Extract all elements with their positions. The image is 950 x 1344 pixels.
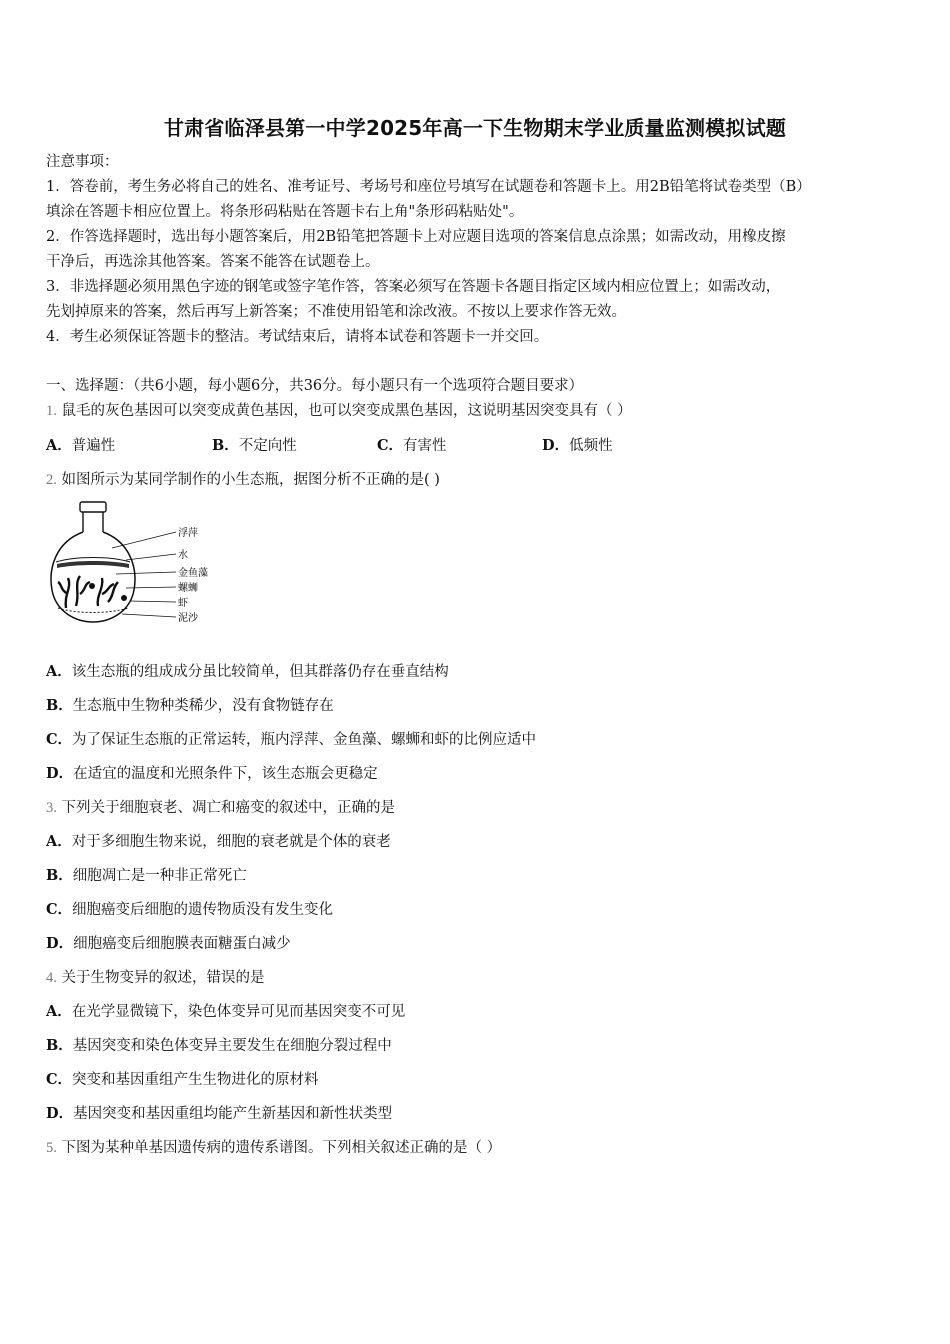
notice-line-3: 2．作答选择题时，选出每小题答案后，用2B铅笔把答题卡上对应题目选项的答案信息点涂黑；如需改动，用橡皮擦	[46, 229, 786, 245]
label-duckweed: 浮萍	[178, 528, 198, 539]
q1-option-b[interactable]: B．不定向性	[212, 437, 297, 454]
notice-line-6: 先划掉原来的答案，然后再写上新答案；不准使用铅笔和涂改液。不按以上要求作答无效。	[46, 304, 626, 320]
question-number: 4.	[46, 970, 57, 986]
question-number: 3.	[46, 800, 57, 816]
q4-option-c[interactable]: C．突变和基因重组产生生物进化的原材料	[46, 1071, 319, 1088]
q3-option-a[interactable]: A．对于多细胞生物来说，细胞的衰老就是个体的衰老	[46, 833, 391, 850]
q1-option-d[interactable]: D．低频性	[542, 437, 613, 454]
q3-option-c[interactable]: C．细胞癌变后细胞的遗传物质没有发生变化	[46, 901, 334, 918]
question-stem: 如图所示为某同学制作的小生态瓶，据图分析不正确的是( )	[61, 472, 440, 488]
question-2	[46, 470, 440, 490]
ecosystem-bottle-figure	[46, 498, 226, 628]
question-1	[46, 401, 632, 421]
notice-heading: 注意事项：	[46, 154, 119, 170]
q2-option-c[interactable]: C．为了保证生态瓶的正常运转，瓶内浮萍、金鱼藻、螺蛳和虾的比例应适中	[46, 731, 537, 748]
label-water: 水	[178, 550, 188, 561]
question-4	[46, 968, 264, 988]
notice-line-7: 4．考生必须保证答题卡的整洁。考试结束后，请将本试卷和答题卡一并交回。	[46, 329, 549, 345]
notice-line-2: 填涂在答题卡相应位置上。将条形码粘贴在答题卡右上角"条形码粘贴处"。	[46, 204, 524, 220]
label-snail: 螺蛳	[178, 583, 198, 594]
q4-option-a[interactable]: A．在光学显微镜下，染色体变异可见而基因突变不可见	[46, 1003, 406, 1020]
notice-line-4: 干净后，再选涂其他答案。答案不能答在试题卷上。	[46, 254, 380, 270]
notice-line-1: 1．答卷前，考生务必将自己的姓名、准考证号、考场号和座位号填写在试题卷和答题卡上。用2B铅笔将试卷类型（B）	[46, 179, 811, 195]
question-number: 5.	[46, 1140, 57, 1156]
question-3	[46, 798, 395, 818]
label-hornwort: 金鱼藻	[178, 568, 208, 579]
question-stem: 关于生物变异的叙述，错误的是	[61, 970, 265, 986]
label-shrimp: 虾	[178, 598, 188, 609]
q1-option-a[interactable]: A．普遍性	[46, 437, 116, 454]
q4-option-d[interactable]: D．基因突变和基因重组均能产生新基因和新性状类型	[46, 1105, 393, 1122]
q2-option-a[interactable]: A．该生态瓶的组成成分虽比较简单，但其群落仍存在垂直结构	[46, 663, 449, 680]
question-stem: 下图为某种单基因遗传病的遗传系谱图。下列相关叙述正确的是（ ）	[61, 1140, 502, 1156]
section-heading: 一、选择题：（共6小题，每小题6分，共36分。每小题只有一个选项符合题目要求）	[46, 378, 584, 394]
question-5	[46, 1138, 501, 1158]
q1-option-c[interactable]: C．有害性	[377, 437, 447, 454]
q2-option-b[interactable]: B．生态瓶中生物种类稀少，没有食物链存在	[46, 697, 334, 714]
label-sediment: 泥沙	[178, 613, 198, 624]
exam-title: 甘肃省临泽县第一中学2025年高一下生物期末学业质量监测模拟试题	[163, 116, 787, 140]
notice-line-5: 3．非选择题必须用黑色字迹的钢笔或签字笔作答，答案必须写在答题卡各题目指定区域内相应位置上；如需改动，	[46, 279, 781, 295]
q4-option-b[interactable]: B．基因突变和染色体变异主要发生在细胞分裂过程中	[46, 1037, 392, 1054]
question-stem: 鼠毛的灰色基因可以突变成黄色基因，也可以突变成黑色基因，这说明基因突变具有（ ）	[61, 403, 632, 419]
question-number: 2.	[46, 472, 57, 488]
q3-option-b[interactable]: B．细胞凋亡是一种非正常死亡	[46, 867, 247, 884]
question-number: 1.	[46, 403, 57, 419]
question-stem: 下列关于细胞衰老、凋亡和癌变的叙述中，正确的是	[61, 800, 395, 816]
q3-option-d[interactable]: D．细胞癌变后细胞膜表面糖蛋白减少	[46, 935, 291, 952]
q2-option-d[interactable]: D．在适宜的温度和光照条件下，该生态瓶会更稳定	[46, 765, 378, 782]
